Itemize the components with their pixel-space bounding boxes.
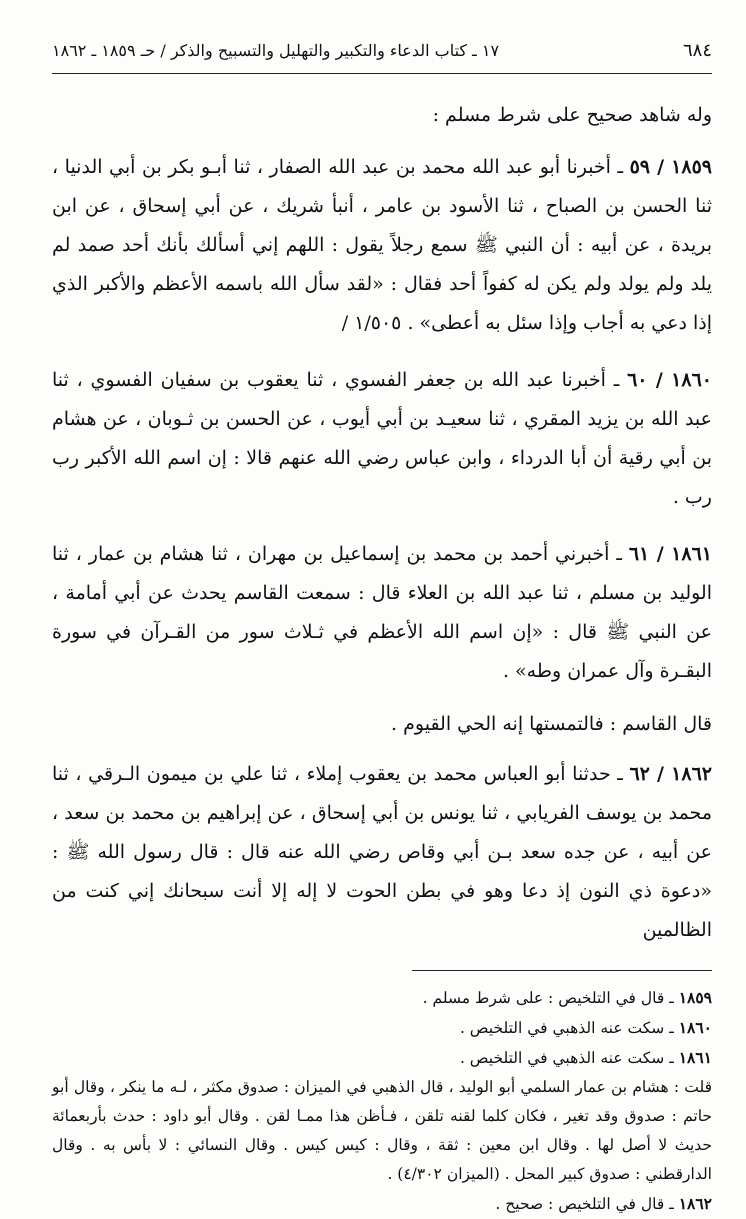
running-title: ١٧ ـ كتاب الدعاء والتكبير والتهليل والتسبيح والذكر / حـ ١٨٥٩ ـ ١٨٦٢ — [52, 41, 500, 60]
hadith-1861 — [52, 535, 712, 691]
footnote-text: ـ سكت عنه الذهبي في التلخيص . — [459, 1019, 679, 1037]
hadith-text: ـ أخبرنا أبو عبد الله محمد بن عبد الله الصفار ، ثنا أبـو بكر بن أبي الدنيا ، ثنا الحسن بن الصباح ، ثنا الأسود بن عامر ، أنبأ شريك ، عن أبي إسحاق ، عن ابن بريدة ، عن أبيه : أن النبي ﷺ سمع رجلاً يقول : اللهم إني أسألك بأنك أحد صمد لم يلد ولم يولد ولم يكن له كفواً أحد فقال : «لقد سأل الله باسمه الأعظم والأكبر الذي إذا دعي به أجاب وإذا سئل به أعطى» . — [52, 156, 712, 334]
footnote-commentary: قلت : هشام بن عمار السلمي أبو الوليد ، قال الذهبي في الميزان : صدوق مكثر ، لـه ما ينكر ، وقال أبو حاتم : صدوق وقد تغير ، فكان كلما لقنه تلقن ، فـأظن هذا ممـا لقن . وقال أبو داود : حدث بأربعمائة حديث لا أصل لها . وقال ابن معين : ثقة ، وقال : كيس كيس . وقال النسائي : لا بأس به . وقال الدارقطني : صدوق كبير المحل . (الميزان ٤/٣٠٢) . — [52, 1078, 712, 1183]
footnote-text: ـ قال في التلخيص : على شرط مسلم . — [422, 989, 679, 1007]
hadith-paragraph — [52, 755, 712, 950]
footnote — [52, 1043, 712, 1073]
hadith-paragraph — [52, 535, 712, 691]
qasim-line: قال القاسم : فالتمستها إنه الحي القيوم . — [391, 713, 712, 735]
hadith-1862 — [52, 755, 712, 950]
hadith-number: ١٨٦٢ / ٦٢ — [629, 763, 712, 785]
hadith-text: ـ حدثنا أبو العباس محمد بن يعقوب إملاء ، ثنا علي بن ميمون الـرقي ، ثنا محمد بن يوسف الفريابي ، ثنا يونس بن أبي إسحاق ، عن إبراهيم بن محمد بن سعد ، عن أبيه ، عن جده سعد بـن أبي وقاص رضي الله عنه قال : قال رسول الله ﷺ : «دعوة ذي النون إذ دعا وهو في بطن الحوت لا إله إلا أنت سبحانك إني كنت من الظالمين — [52, 763, 712, 941]
hadith-1860 — [52, 361, 712, 517]
hadith-text: ـ أخبرني أحمد بن محمد بن إسماعيل بن مهران ، ثنا هشام بن عمار ، ثنا الوليد بن مسلم ، ثنا عبد الله بن العلاء قال : سمعت القاسم يحدث عن أبي أمامة ، عن النبي ﷺ قال : «إن اسم الله الأعظم في ثـلاث سور من القـرآن في سورة البقـرة وآل عمران وطه» . — [52, 543, 712, 682]
hadith-paragraph — [52, 361, 712, 517]
hadith-number: ١٨٥٩ / ٥٩ — [629, 156, 712, 178]
hadith-text: ـ أخبرنا عبد الله بن جعفر الفسوي ، ثنا يعقوب بن سفيان الفسوي ، ثنا عبد الله بن يزيد المقري ، ثنا سعيـد بن أبي أيوب ، عن الحسن بن ثـوبان ، عن هشام بن أبي رقية أن أبا الدرداء ، وابن عباس رضي الله عنهم قالا : إن اسم الله الأكبر رب رب . — [52, 369, 712, 508]
main-text — [52, 100, 712, 950]
book-page — [52, 40, 712, 1219]
page-number: ٦٨٤ — [682, 40, 712, 61]
hadith-number: ١٨٦٠ / ٦٠ — [627, 369, 712, 391]
footnote-divider — [412, 970, 712, 971]
hadith-paragraph — [52, 148, 712, 343]
hadith-1859 — [52, 148, 712, 343]
footnote-text: ـ قال في التلخيص : صحيح . — [495, 1195, 679, 1213]
footnote — [52, 983, 712, 1013]
footnote-text: ـ سكت عنه الذهبي في التلخيص . — [459, 1049, 679, 1067]
page-header — [52, 40, 712, 74]
footnote-number: ١٨٦١ — [678, 1048, 712, 1067]
margin-reference: ١/٥٠٥ / — [341, 312, 402, 334]
footnote-number: ١٨٥٩ — [678, 988, 712, 1007]
footnotes — [52, 983, 712, 1219]
intro-line: وله شاهد صحيح على شرط مسلم : — [432, 104, 712, 126]
footnote-number: ١٨٦٢ — [678, 1194, 712, 1213]
footnote — [52, 1013, 712, 1043]
hadith-number: ١٨٦١ / ٦١ — [628, 543, 712, 565]
footnote-number: ١٨٦٠ — [678, 1018, 712, 1037]
footnote — [52, 1189, 712, 1219]
